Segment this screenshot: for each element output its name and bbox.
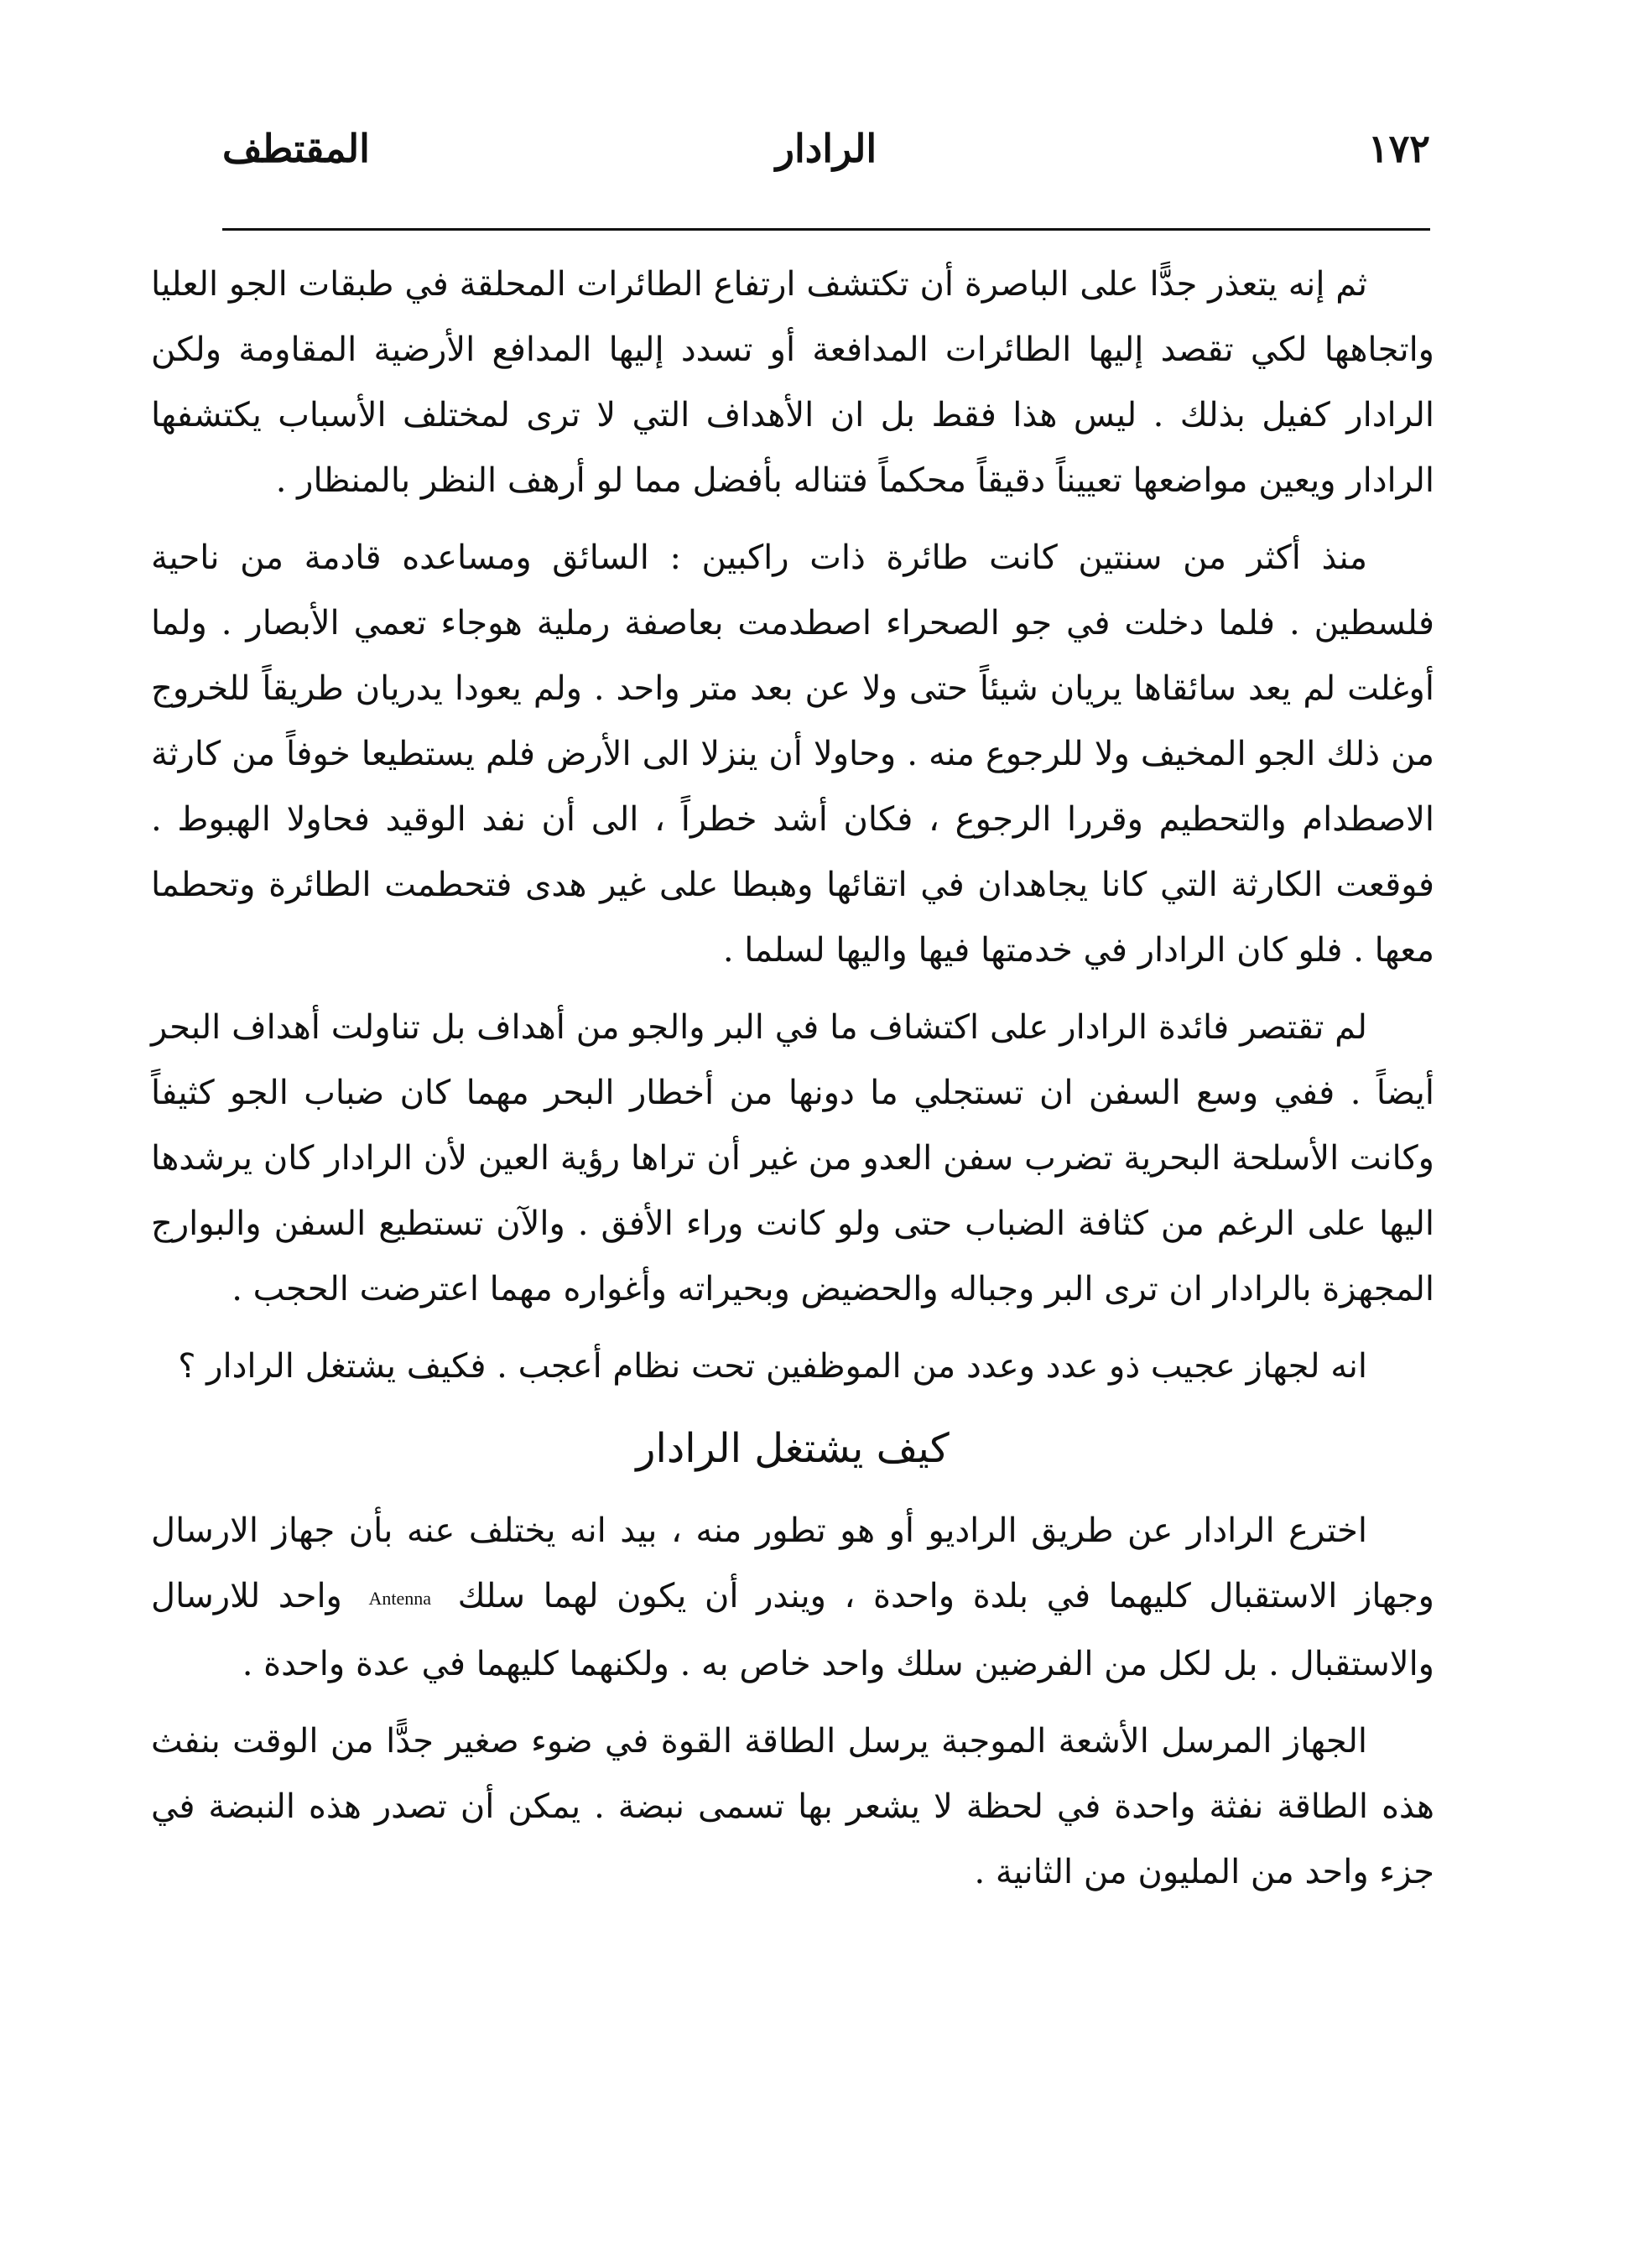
paragraph-naval-use: لم تقتصر فائدة الرادار على اكتشاف ما في البر والجو من أهداف بل تناولت أهداف البحر أيضاً . ففي وسع السفن ان تستجلي ما دونها من أخطار البحر مهما كان ضباب الجو كثيفاً وكانت الأسلحة البحرية تضرب سفن العدو من غير أن تراها رؤية العين لأن الرادار كان يرشدها اليها على الرغم من كثافة الضباب حتى ولو كانت وراء الأفق . والآن تستطيع السفن والبوارج المجهزة بالرادار ان ترى البر وجباله والحضيض وبحيراته وأغواره مهما اعترضت الحجب . [151,1008,1434,1308]
paragraph-invention [151,1498,1434,1697]
antenna-label: Antenna [368,1588,431,1609]
header-divider [222,228,1430,231]
paragraph-invention-part1: اخترع الرادار عن طريق الراديو أو هو تطور منه ، بيد انه يختلف عنه بأن جهاز الارسال وجهاز الاستقبال كليهما في بلدة واحدة ، ويندر أن يكون لهما سلك [151,1511,1434,1615]
paragraph-invention-part2: واحد للارسال والاستقبال . بل لكل من الفرضين سلك واحد خاص به . ولكنهما كليهما في عدة واحدة . [151,1577,1434,1683]
paragraph-question: انه لجهاز عجيب ذو عدد وعدد من الموظفين تحت نظام أعجب . فكيف يشتغل الرادار ؟ [178,1347,1367,1386]
running-header [222,126,1430,193]
paragraph-plane-crash-story: منذ أكثر من سنتين كانت طائرة ذات راكبين : السائق ومساعده قادمة من ناحية فلسطين . فلما دخلت في جو الصحراء اصطدمت بعاصفة رملية هوجاء تعمي الأبصار . ولما أوغلت لم يعد سائقاها يريان شيئاً حتى ولا عن بعد متر واحد . ولم يعودا يدريان طريقاً للخروج من ذلك الجو المخيف ولا للرجوع منه . وحاولا أن ينزلا الى الأرض فلم يستطيعا خوفاً من كارثة الاصطدام والتحطيم وقررا الرجوع ، فكان أشد خطراً ، الى أن نفد الوقيد فحاولا الهبوط . فوقعت الكارثة التي كانا يجاهدان في اتقائها وهبطا على غير هدى فتحطمت الطائرة وتحطما معها . فلو كان الرادار في خدمتها فيها واليها لسلما . [151,538,1434,970]
paragraph-altitude-detection: ثم إنه يتعذر جدًّا على الباصرة أن تكتشف ارتفاع الطائرات المحلقة في طبقات الجو العليا واتجاهها لكي تقصد إليها الطائرات المدافعة أو تسدد إليها المدافع الأرضية المقاومة ولكن الرادار كفيل بذلك . ليس هذا فقط بل ان الأهداف التي لا ترى لمختلف الأسباب يكتشفها الرادار ويعين مواضعها تعييناً دقيقاً محكماً فتناله بأفضل مما لو أرهف النظر بالمنظار . [151,265,1434,500]
article-body [151,252,1434,1910]
running-title: الرادار [775,126,877,171]
section-heading: كيف يشتغل الرادار [636,1425,950,1472]
page-number: ١٧٢ [1367,126,1430,171]
journal-name: المقتطف [222,126,370,171]
paragraph-pulse: الجهاز المرسل الأشعة الموجبة يرسل الطاقة القوة في ضوء صغير جدًّا من الوقت بنفث هذه الطاقة نفثة واحدة في لحظة لا يشعر بها تسمى نبضة . يمكن أن تصدر هذه النبضة في جزء واحد من المليون من الثانية . [151,1722,1434,1891]
